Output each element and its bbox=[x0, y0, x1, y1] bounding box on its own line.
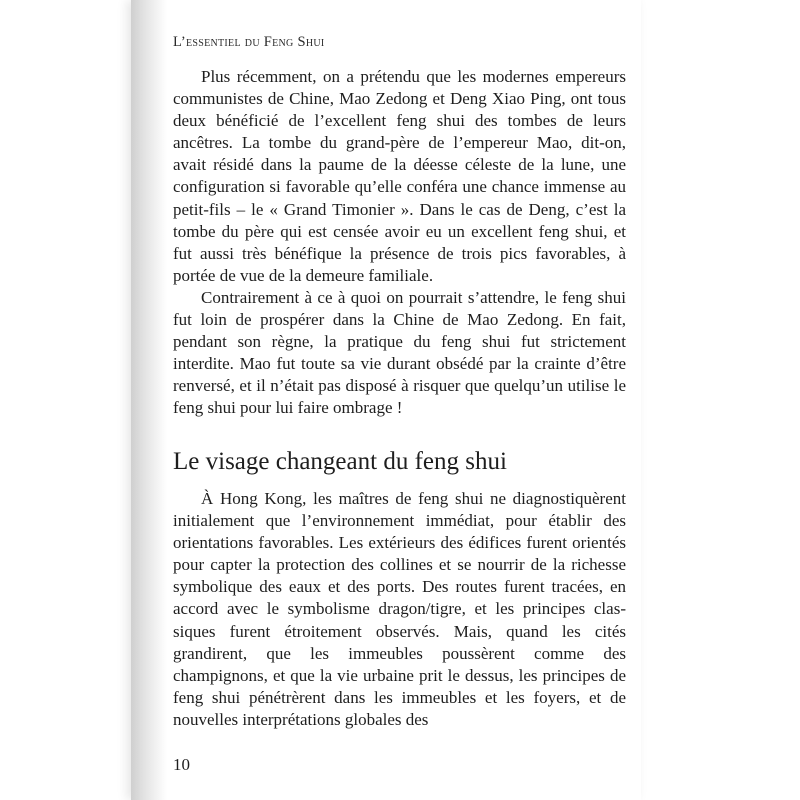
book-page bbox=[131, 0, 641, 800]
section-heading: Le visage changeant du feng shui bbox=[173, 448, 507, 475]
page-gutter-shadow bbox=[131, 0, 167, 800]
paragraph: À Hong Kong, les maîtres de feng shui ne diagnostiquèrent initialement que l’environnement immédiat, pour établir des orientations favorables. Les extérieurs des édifices furent orientés pour capter la protection des collines et se nourrir de la richesse symbolique des eaux et des ports. Des routes furent tracées, en accord avec le symbolisme dragon/tigre, et les principes classiques furent étroitement observés. Mais, quand les cités grandirent, que les immeubles poussèrent comme des champignons, et que la vie urbaine prit le dessus, les principes de feng shui pénétrèrent dans les immeubles et les foyers, et de nouvelles interprétations globales des bbox=[173, 489, 626, 729]
running-header: L’essentiel du Feng Shui bbox=[173, 34, 325, 50]
paragraph: Contrairement à ce à quoi on pourrait s’attendre, le feng shui fut loin de prospérer dans la Chine de Mao Zedong. En fait, pendant son règne, la pratique du feng shui fut strictement interdite. Mao fut toute sa vie durant obsédé par la crainte d’être renversé, et il n’était pas disposé à risquer que quelqu’un utilise le feng shui pour lui faire ombrage ! bbox=[173, 287, 626, 418]
text-block-top bbox=[173, 66, 626, 420]
text-block-bottom bbox=[173, 488, 626, 731]
paragraph: Plus récemment, on a prétendu que les modernes empereurs communistes de Chine, Mao Zedong et Deng Xiao Ping, ont tous deux bénéficié de l’excellent feng shui des tombes de leurs ancêtres. La tombe du grand-père de l’empereur Mao, dit-on, avait résidé dans la paume de la déesse céleste de la lune, une configuration si favorable qu’elle conféra une chance immense au petit-fils – le « Grand Timonier ». Dans le cas de Deng, c’est la tombe du père qui est censée avoir eu un excellent feng shui, et fut aussi très bénéfique la présence de trois pics favorables, à portée de vue de la demeure familiale. bbox=[173, 67, 626, 285]
page-number: 10 bbox=[173, 755, 190, 774]
